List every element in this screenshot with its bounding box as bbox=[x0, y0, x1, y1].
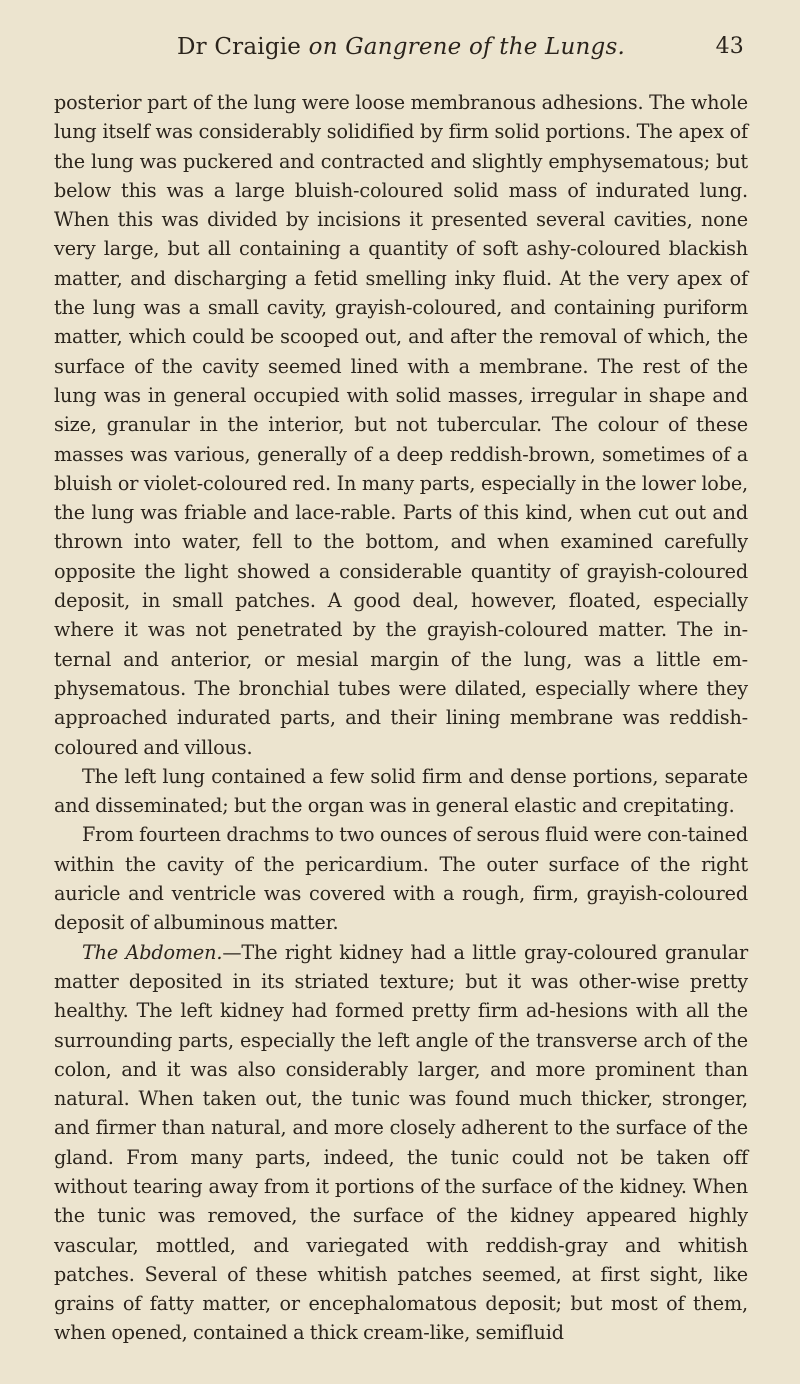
running-title bbox=[177, 34, 625, 60]
paragraph-abdomen bbox=[54, 938, 748, 1348]
running-title-author: Dr Craigie bbox=[177, 34, 302, 60]
running-title-subject: Gangrene of the Lungs. bbox=[345, 34, 625, 60]
running-title-connector: on bbox=[308, 34, 338, 60]
body-text bbox=[54, 88, 748, 1348]
paragraph-abdomen-text: —The right kidney had a little gray-coloured granular matter deposited in its striated texture; but it was other-wise pretty healthy. The left kidney had formed pretty firm ad-hesions with all the surrounding parts, especially the left angle of the transverse arch of the colon, and it was also considerably larger, and more prominent than natural. When taken out, the tunic was found much thicker, stronger, and firmer than natural, and more closely adherent to the surface of the gland. From many parts, indeed, the tunic could not be taken off without tearing away from it portions of the surface of the kidney. When the tunic was removed, the surface of the kidney appeared highly vascular, mottled, and variegated with reddish-gray and whitish patches. Several of these whitish patches seemed, at first sight, like grains of fatty matter, or encephalomatous deposit; but most of them, when opened, contained a thick cream-like, semifluid bbox=[54, 940, 749, 1345]
page-number: 43 bbox=[715, 34, 744, 59]
paragraph-pericardium: From fourteen drachms to two ounces of serous fluid were con-tained within the cavity of the pericardium. The outer surface of the right auricle and ventricle was covered with a rough, firm, grayish-coloured deposit of albuminous matter. bbox=[54, 823, 748, 935]
paragraph-lung-description: posterior part of the lung were loose membranous adhesions. The whole lung itself was considerably solidified by firm solid portions. The apex of the lung was puckered and contracted and slightly emphysematous; but below this was a large bluish-coloured solid mass of indurated lung. When this was divided by incisions it presented several cavities, none very large, but all containing a quantity of soft ashy-coloured blackish matter, and discharging a fetid smelling inky fluid. At the very apex of the lung was a small cavity, grayish-coloured, and containing puriform matter, which could be scooped out, and after the removal of which, the surface of the cavity seemed lined with a membrane. The rest of the lung was in general occupied with solid masses, irregular in shape and size, granular in the interior, but not tubercular. The colour of these masses was various, generally of a deep reddish-brown, sometimes of a bluish or violet-coloured red. In many parts, especially in the lower lobe, the lung was friable and lace-rable. Parts of this kind, when cut out and thrown into water, fell to the bottom, and when examined carefully opposite the light showed a considerable quantity of grayish-coloured deposit, in small patches. A good deal, however, floated, especially where it was not penetrated by the grayish-coloured matter. The in-ternal and anterior, or mesial margin of the lung, was a little em-physematous. The bronchial tubes were dilated, especially where they approached indurated parts, and their lining membrane was reddish-coloured and villous. bbox=[54, 91, 748, 759]
section-heading-abdomen: The Abdomen. bbox=[82, 940, 223, 964]
running-head bbox=[54, 34, 748, 74]
paragraph-left-lung: The left lung contained a few solid firm and dense portions, separate and disseminated; but the organ was in general elastic and crepitating. bbox=[54, 764, 748, 818]
